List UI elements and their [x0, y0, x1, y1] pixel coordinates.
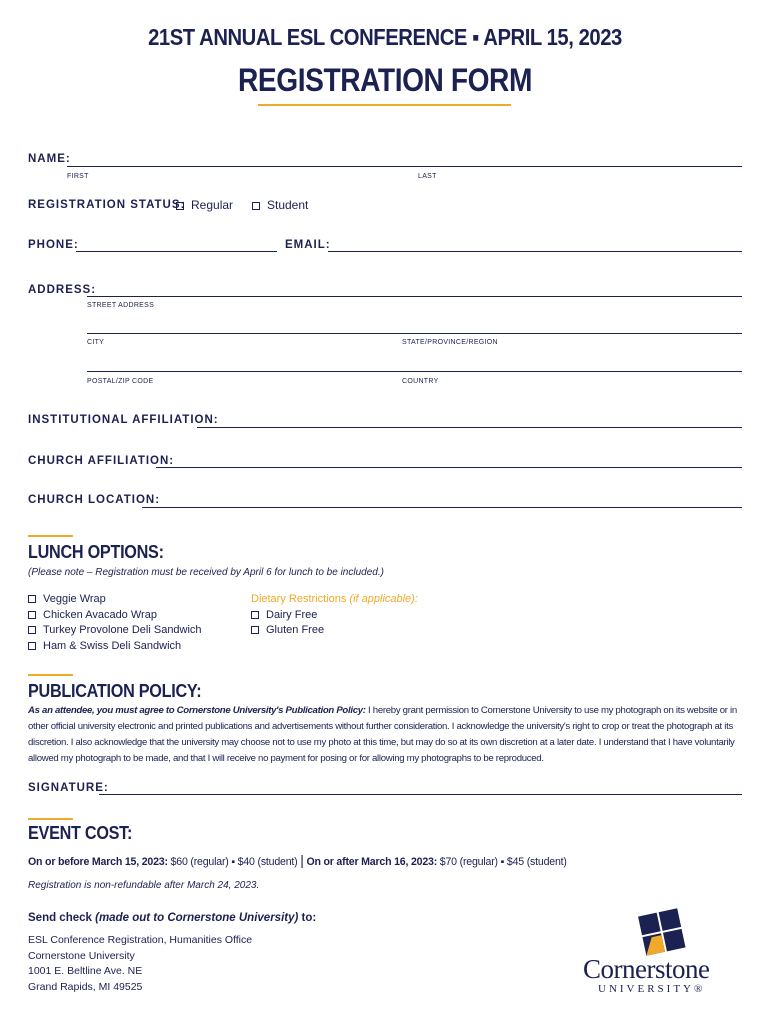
address-label: ADDRESS: [28, 284, 97, 296]
dietary-option-label: Gluten Free [266, 624, 325, 636]
email-label: EMAIL: [285, 239, 331, 251]
event-cost-title: EVENT COST: [28, 823, 133, 843]
address-line: 1001 E. Beltline Ave. NE [28, 965, 143, 977]
lunch-option[interactable] [28, 640, 181, 652]
email-field[interactable] [328, 251, 742, 252]
lunch-options-title: LUNCH OPTIONS: [28, 542, 164, 562]
dietary-note: (if applicable): [349, 593, 418, 605]
lunch-option-label: Chicken Avacado Wrap [43, 609, 157, 621]
dietary-option-label: Dairy Free [266, 609, 318, 621]
policy-lead: As an attendee, you must agree to Cornerstone University's Publication Policy: [28, 705, 366, 716]
name-label: NAME: [28, 153, 71, 165]
send-check-heading [28, 912, 316, 924]
logo-wordmark: Cornerstone [583, 954, 710, 984]
phone-field[interactable] [76, 251, 277, 252]
lunch-option[interactable] [28, 593, 106, 605]
regular-option[interactable] [176, 198, 233, 212]
refund-note: Registration is non-refundable after March 24, 2023. [28, 880, 260, 891]
dietary-label: Dietary Restrictions [251, 593, 347, 605]
address-line: ESL Conference Registration, Humanities Office [28, 934, 253, 946]
signature-label: SIGNATURE: [28, 782, 109, 794]
event-cost-line [28, 852, 567, 868]
student-checkbox[interactable] [252, 202, 260, 210]
dietary-option[interactable] [251, 609, 317, 621]
church-location-field[interactable] [142, 507, 742, 508]
student-label: Student [267, 198, 309, 212]
event-cost-section-rule [28, 818, 73, 820]
postal-caption: POSTAL/ZIP CODE [87, 378, 154, 385]
publication-section-rule [28, 674, 73, 676]
lunch-option-label: Veggie Wrap [43, 593, 106, 605]
phone-label: PHONE: [28, 239, 79, 251]
student-option[interactable] [252, 198, 308, 212]
last-name-caption: LAST [418, 173, 437, 180]
policy-body: I hereby grant permission to Cornerstone University to use my photograph on its website or in other official university electronic and printed publications and advertisements without further consideration. I acknowledge the university's right to crop or treat the photograph at its discretion. I also acknowledge that the university may choose not to use my photo at this time, but may do so at its own discretion at a later date. I understand that I have voluntarily allowed my photograph to be made, and that I will receive no payment for posing or for allowing my photographs to be reproduced. [28, 705, 737, 764]
dietary-option[interactable] [251, 624, 324, 636]
send-check-suffix: to: [301, 912, 317, 924]
signature-field[interactable] [99, 794, 742, 795]
turkey-sandwich-checkbox[interactable] [28, 626, 36, 634]
send-check-madeout: (made out to Cornerstone University) [95, 912, 299, 924]
early-price: $60 (regular) ▪ $40 (student) [170, 856, 298, 868]
send-check-prefix: Send check [28, 912, 92, 924]
early-label: On or before March 15, 2023: [28, 856, 168, 868]
lunch-section-rule [28, 535, 73, 537]
cornerstone-logo [583, 904, 743, 1004]
lunch-option-label: Turkey Provolone Deli Sandwich [43, 624, 202, 636]
street-address-caption: STREET ADDRESS [87, 302, 155, 309]
lunch-option-label: Ham & Swiss Deli Sandwich [43, 640, 182, 652]
address-line: Cornerstone University [28, 949, 135, 962]
first-name-caption: FIRST [67, 173, 89, 180]
ham-swiss-checkbox[interactable] [28, 642, 36, 650]
lunch-option[interactable] [28, 609, 157, 621]
church-location-label: CHURCH LOCATION: [28, 494, 161, 506]
lunch-option[interactable] [28, 624, 202, 636]
name-field[interactable] [67, 166, 742, 167]
late-label: On or after March 16, 2023: [306, 856, 438, 868]
state-caption: STATE/PROVINCE/REGION [402, 339, 498, 346]
regular-checkbox[interactable] [176, 202, 184, 210]
dairy-free-checkbox[interactable] [251, 611, 259, 619]
postal-country-field[interactable] [87, 371, 742, 372]
dietary-restrictions-heading [251, 593, 418, 605]
street-address-field[interactable] [87, 296, 742, 297]
church-affiliation-field[interactable] [156, 467, 742, 468]
conference-title: 21ST ANNUAL ESL CONFERENCE ▪ APRIL 15, 2023 [148, 24, 622, 50]
institutional-affiliation-label: INSTITUTIONAL AFFILIATION: [28, 414, 219, 426]
country-caption: COUNTRY [402, 378, 439, 385]
registration-status-label: REGISTRATION STATUS: [28, 199, 186, 211]
logo-university: UNIVERSITY® [598, 983, 706, 995]
title-underline [258, 104, 511, 106]
veggie-wrap-checkbox[interactable] [28, 595, 36, 603]
regular-label: Regular [191, 198, 234, 212]
chicken-wrap-checkbox[interactable] [28, 611, 36, 619]
lunch-note: (Please note – Registration must be received by April 6 for lunch to be included.) [28, 567, 384, 578]
publication-policy-title: PUBLICATION POLICY: [28, 681, 202, 701]
city-state-field[interactable] [87, 333, 742, 334]
late-price: $70 (regular) ▪ $45 (student) [439, 856, 567, 868]
church-affiliation-label: CHURCH AFFILIATION: [28, 455, 175, 467]
publication-policy-text [28, 703, 740, 767]
mailing-address [28, 933, 252, 995]
form-title: REGISTRATION FORM [238, 62, 532, 98]
gluten-free-checkbox[interactable] [251, 626, 259, 634]
institutional-affiliation-field[interactable] [197, 427, 742, 428]
city-caption: CITY [87, 339, 105, 346]
cost-separator: | [300, 852, 304, 868]
address-line: Grand Rapids, MI 49525 [28, 980, 143, 993]
